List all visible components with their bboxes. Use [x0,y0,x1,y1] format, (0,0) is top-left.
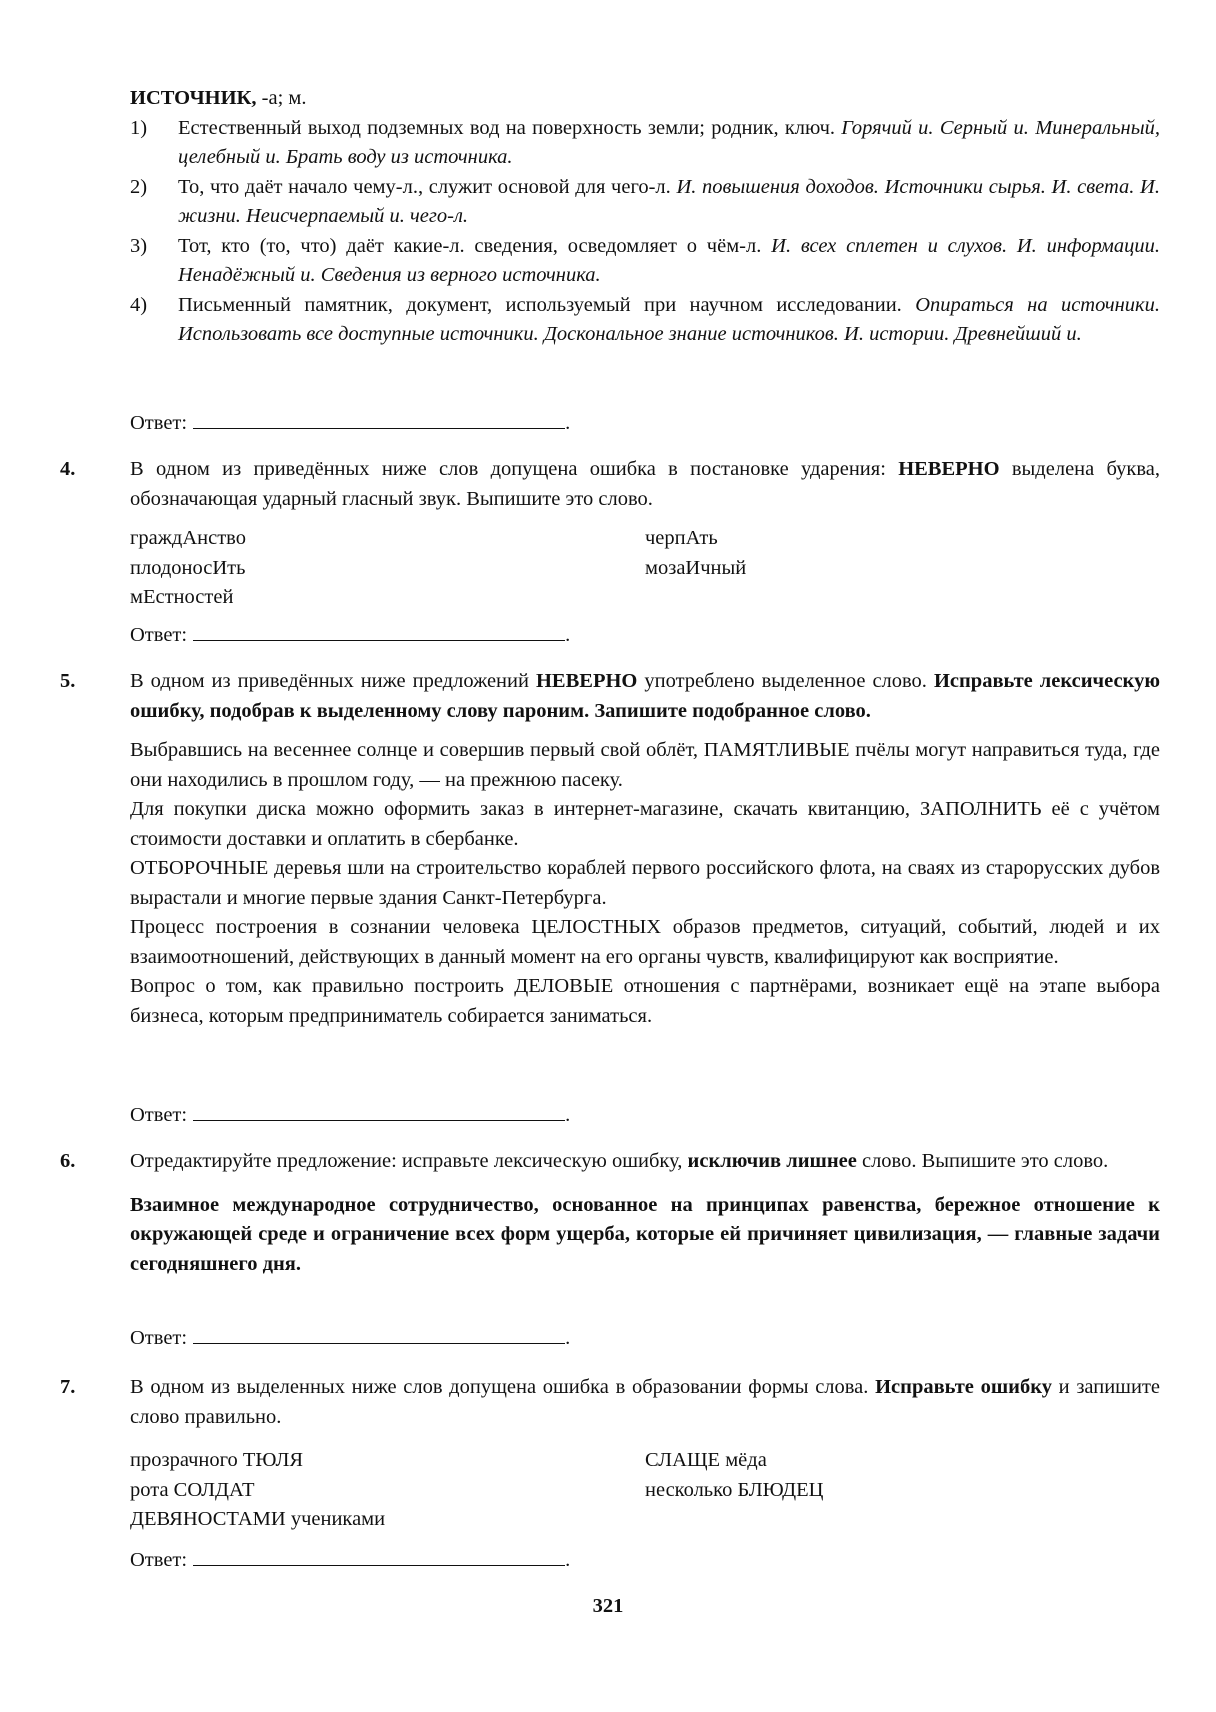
definition-text: Письменный памятник, документ, используемый при научном исследовании. [178,293,916,316]
answer-period: . [565,1549,571,1571]
answer-label: Ответ: [130,1549,188,1571]
definition-text: Тот, кто (то, что) даёт какие-л. сведения, осведомляет о чём-л. [178,234,772,257]
dictionary-entry [60,84,1160,350]
word-option: прозрачного ТЮЛЯ [130,1449,304,1471]
word-option: черпАть [645,527,718,549]
question-6 [60,1147,1160,1279]
word-option: ДЕВЯНОСТАМИ учениками [130,1508,386,1530]
answer-label: Ответ: [130,1327,188,1349]
question-text: В одном из приведённых ниже предложений НЕВЕРНО употреблено выделенное слово. Исправьте лексическую ошибку, подобрав к выделенному слову пароним. Запишите подобранное слово. [130,670,1160,722]
question-number: 7. [60,1376,76,1398]
definition [130,291,1160,350]
question-number: 4. [60,458,76,480]
definition-text: Естественный выход подземных вод на поверхность земли; родник, ключ. [178,116,842,139]
word-option: плодоносИть [130,556,246,579]
word-option: несколько БЛЮДЕЦ [645,1478,824,1501]
answer-label: Ответ: [130,1104,188,1126]
answer-field[interactable] [193,1545,565,1566]
definition-text: То, что даёт начало чему-л., служит основой для чего-л. [178,175,677,198]
answer-period: . [565,1104,571,1126]
definition-number: 4) [130,293,148,316]
sentence: Для покупки диска можно оформить заказ в интернет-магазине, скачать квитанцию, ЗАПОЛНИТЬ её с учётом стоимости доставки и оплатить в сбербанке. [130,798,1160,850]
answer-label: Ответ: [130,624,188,646]
headword: ИСТОЧНИК, [130,87,257,109]
answer-field[interactable] [193,620,565,641]
sentence: ОТБОРОЧНЫЕ деревья шли на строительство кораблей первого российского флота, на сваях из старорусских дубов вырастали и многие первые здания Санкт-Петербурга. [130,857,1160,909]
page-number: 321 [592,1595,624,1617]
definition-number: 1) [130,116,148,139]
sentence: Процесс построения в сознании человека ЦЕЛОСТНЫХ образов предметов, ситуаций, событий, людей и их взаимоотношений, действующих в данный момент на его органы чувств, квалифицируют как восприятие. [130,916,1160,968]
question-number: 5. [60,670,76,692]
answer-field[interactable] [193,1100,565,1121]
answer-period: . [565,624,571,646]
definition-number: 3) [130,234,148,257]
definition-examples: И. повышения доходов. Источники сырья. И. света. И. жизни. Неисчерпаемый и. чего-л. [178,175,1160,227]
word-option: СЛАЩЕ мёда [645,1449,767,1471]
definition [130,114,1160,173]
word-option: мозаИчный [645,556,747,579]
answer-field[interactable] [193,1323,565,1344]
word-option: мЕстностей [130,586,234,608]
entry-grammar: -а; м. [256,87,307,109]
question-number: 6. [60,1150,76,1172]
word-option: рота СОЛДАТ [130,1478,255,1501]
definition-number: 2) [130,175,148,198]
answer-row-6 [60,1323,1160,1354]
question-text: Отредактируйте предложение: исправьте лексическую ошибку, исключив лишнее слово. Выпишите это слово. [130,1150,1109,1172]
question-text: В одном из приведённых ниже слов допущена ошибка в постановке ударения: НЕВЕРНО выделена буква, обозначающая ударный гласный звук. Выпишите это слово. [130,458,1161,510]
sentence: Вопрос о том, как правильно построить ДЕЛОВЫЕ отношения с партнёрами, возникает ещё на этапе выбора бизнеса, которым предприниматель собирается заниматься. [130,975,1160,1027]
word-option: граждАнство [130,527,246,549]
definition-examples: Опираться на источники. Использовать все доступные источники. Доскональное знание источников. И. истории. Древнейший и. [178,293,1160,345]
answer-row-7 [60,1545,1160,1576]
question-7 [60,1373,1160,1535]
answer-field[interactable] [193,408,565,429]
definition [130,173,1160,232]
definition-examples: И. всех сплетен и слухов. И. информации. Ненадёжный и. Сведения из верного источника. [178,234,1160,286]
question-5 [60,667,1160,1031]
question-text: В одном из выделенных ниже слов допущена ошибка в образовании формы слова. Исправьте ошибку и запишите слово правильно. [130,1376,1160,1428]
entry-headline [130,84,1160,114]
definition-examples: Горячий и. Серный и. Минеральный, целебный и. Брать воду из источника. [178,116,1160,168]
definition [130,232,1160,291]
answer-label: Ответ: [130,412,188,434]
word-list [130,1446,1160,1535]
question-4 [60,455,1160,613]
sentence: Взаимное международное сотрудничество, основанное на принципах равенства, бережное отношение к окружающей среде и ограничение всех форм ущерба, которые ей причиняет цивилизация, — главные задачи сегодняшнего дня. [130,1193,1160,1275]
word-list [130,524,1160,613]
answer-period: . [565,1327,571,1349]
answer-row-4 [60,620,1160,651]
answer-row-3 [60,408,1160,439]
sentence: Выбравшись на весеннее солнце и совершив первый свой облёт, ПАМЯТЛИВЫЕ пчёлы могут направиться туда, где они находились в прошлом году, — на прежнюю пасеку. [130,739,1160,791]
answer-row-5 [60,1100,1160,1131]
answer-period: . [565,412,571,434]
